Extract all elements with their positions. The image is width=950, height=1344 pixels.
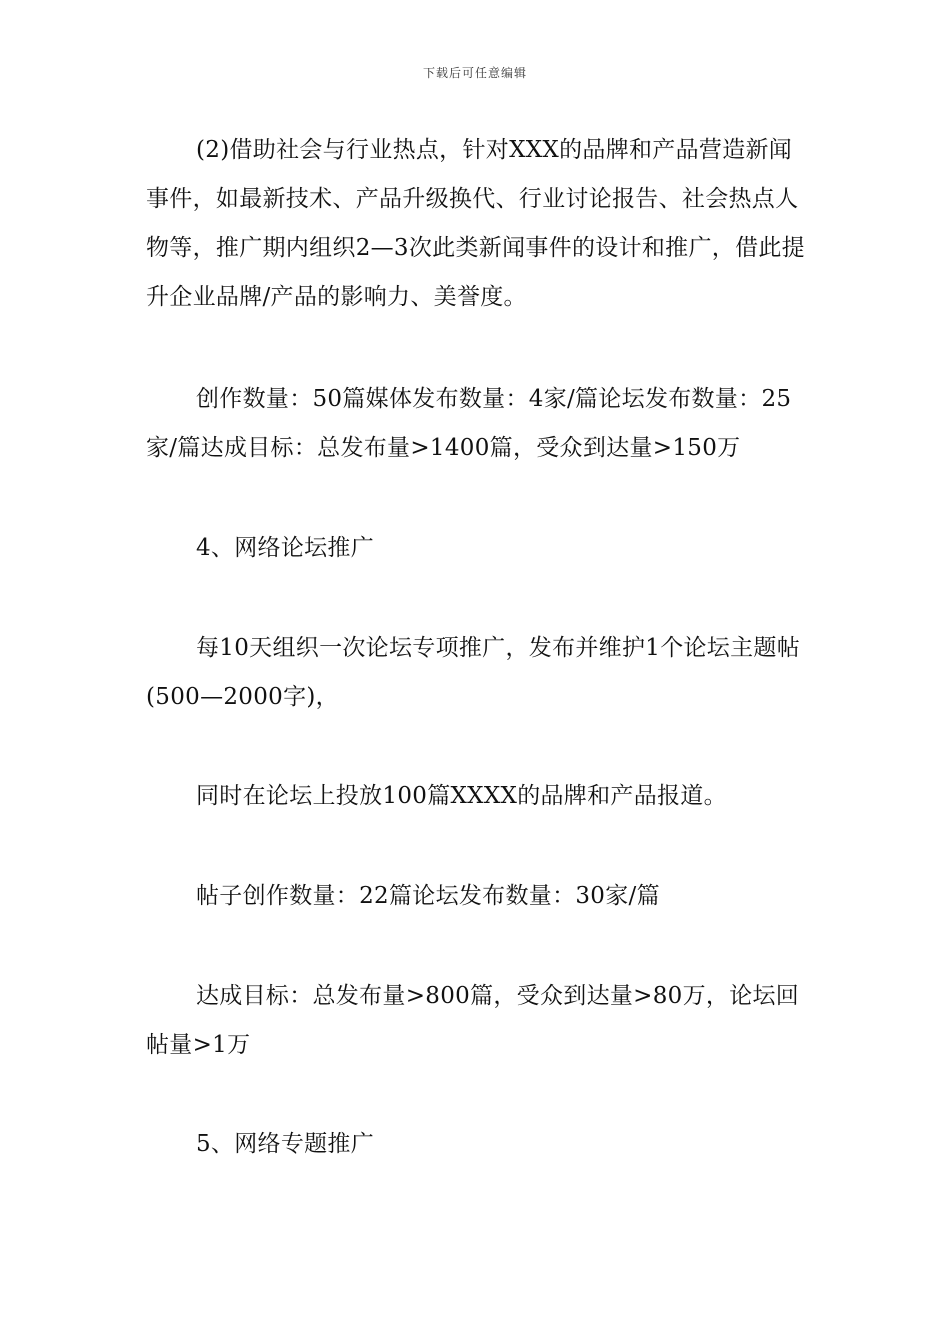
paragraph-news-events: (2)借助社会与行业热点，针对XXX的品牌和产品营造新闻事件，如最新技术、产品升级换代、行业讨论报告、社会热点人物等，推广期内组织2—3次此类新闻事件的设计和推广，借此提升企业品牌/产品的影响力、美誉度。 [146, 137, 805, 310]
paragraph-forum-reports: 同时在论坛上投放100篇XXXX的品牌和产品报道。 [196, 783, 727, 809]
paragraph-media-metrics: 创作数量：50篇媒体发布数量：4家/篇论坛发布数量：25家/篇达成目标：总发布量>1400篇，受众到达量>150万 [146, 386, 792, 461]
page-header-note: 下载后可任意编辑 [422, 66, 527, 80]
section-heading-topic-promotion: 5、网络专题推广 [196, 1131, 375, 1157]
paragraph-forum-plan: 每10天组织一次论坛专项推广，发布并维护1个论坛主题帖(500—2000字)， [146, 635, 800, 710]
paragraph-forum-goals: 达成目标：总发布量>800篇，受众到达量>80万，论坛回帖量>1万 [146, 983, 800, 1058]
section-heading-forum-promotion: 4、网络论坛推广 [196, 535, 375, 561]
paragraph-post-metrics: 帖子创作数量：22篇论坛发布数量：30家/篇 [196, 883, 660, 909]
